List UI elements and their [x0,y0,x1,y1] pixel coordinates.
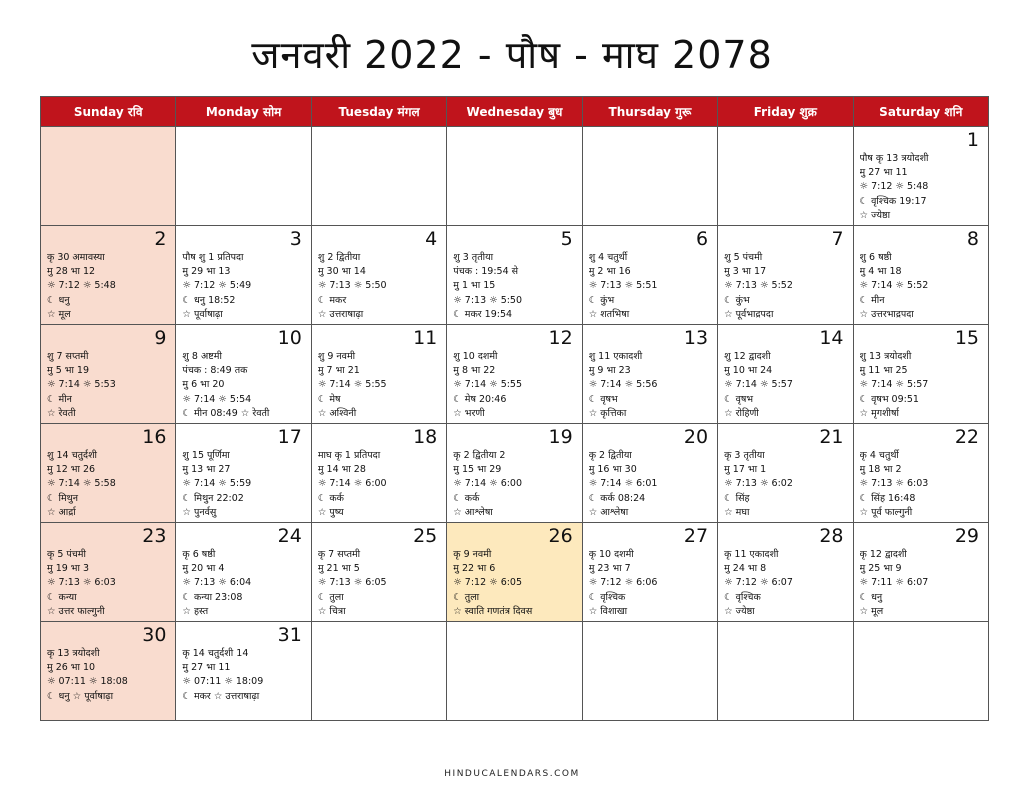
panchang-line: ☆ पूर्वभाद्रपदा [724,308,774,320]
panchang-line: मु 28 भा 12 [47,266,96,278]
panchang-line: कृ 3 तृतीया [724,450,765,461]
panchang-line: शु 9 नवमी [317,351,356,362]
panchang-line: मु 19 भा 3 [47,563,90,575]
site-footer: HINDUCALENDARS.COM [444,769,580,779]
panchang-line: कृ 7 सप्तमी [317,549,361,560]
day-number: 9 [154,327,167,349]
panchang-line: मु 21 भा 5 [317,563,360,575]
day-number: 31 [277,624,302,646]
panchang-line: ☆ अश्विनी [317,407,357,419]
panchang-line: शु 3 तृतीया [453,252,494,263]
panchang-details [47,350,173,421]
panchang-line: ☆ स्वाति गणतंत्र दिवस [453,605,533,617]
calendar-week-row [41,127,989,226]
day-number: 3 [289,228,302,250]
panchang-line: पौष शु 1 प्रतिपदा [182,252,244,263]
empty-day-cell [853,622,988,721]
panchang-line: मु 2 भा 16 [588,266,631,278]
weekday-header-tuesday: Tuesday मंगल [311,97,446,127]
panchang-details [860,449,986,520]
panchang-line: ☼ 7:12 ☼ 6:06 [588,577,658,589]
panchang-line: मु 3 भा 17 [724,266,767,278]
panchang-line: ☼ 7:12 ☼ 5:49 [182,280,252,292]
panchang-line: ☼ 7:13 ☼ 5:51 [588,280,658,292]
day-number: 28 [819,525,844,547]
panchang-line: मु 1 भा 15 [453,280,496,292]
day-cell [176,226,311,325]
day-cell [311,424,446,523]
panchang-line: मु 9 भा 23 [588,365,631,377]
day-cell [447,226,582,325]
panchang-line: कृ 12 द्वादशी [859,549,907,560]
day-number: 27 [683,525,709,547]
panchang-line: ☼ 7:14 ☼ 5:53 [47,379,116,391]
panchang-line: ☆ मघा [724,506,750,518]
weekday-header-monday: Monday सोम [176,97,311,127]
day-cell [718,424,853,523]
panchang-line: ☆ आश्लेषा [453,506,493,518]
day-number: 24 [277,525,302,547]
day-number: 14 [819,327,844,349]
weekday-header-saturday: Saturday शनि [853,97,988,127]
panchang-line: शु 5 पंचमी [724,252,763,263]
panchang-line: ☆ रोहिणी [724,407,759,419]
panchang-line: ☼ 7:14 ☼ 5:57 [724,379,793,391]
panchang-line: ☆ ज्येष्ठा [859,209,891,221]
panchang-details [724,350,850,421]
panchang-line: मु 30 भा 14 [317,266,366,278]
panchang-line: ☆ भरणी [453,407,485,419]
panchang-line: ☾ वृषभ [588,393,618,405]
day-number: 5 [560,228,573,250]
day-cell [311,226,446,325]
panchang-line: ☾ कर्क 08:24 [588,492,646,504]
day-cell [582,325,717,424]
panchang-line: ☼ 7:12 ☼ 6:05 [453,577,523,589]
panchang-line: शु 13 त्रयोदशी [859,351,912,362]
panchang-line: शु 8 अष्टमी [182,351,222,362]
panchang-line: ☾ वृषभ 09:51 [859,393,919,405]
panchang-line: ☼ 7:14 ☼ 6:01 [588,478,658,490]
panchang-line: ☾ मीन [47,393,72,405]
panchang-line: ☆ पुनर्वसु [182,506,217,518]
panchang-line: कृ 5 पंचमी [47,549,86,560]
panchang-line: ☾ धनु [859,591,883,603]
panchang-line: कृ 2 द्वितीया 2 [453,450,506,461]
weekday-header-sunday: Sunday रवि [41,97,176,127]
panchang-line: ☾ कुंभ [588,294,615,306]
day-cell [41,424,176,523]
panchang-line: कृ 13 त्रयोदशी [47,648,100,659]
panchang-line: ☼ 07:11 ☼ 18:08 [47,676,128,688]
panchang-details [182,251,308,322]
panchang-line: मु 27 भा 11 [182,662,231,674]
panchang-line: मु 17 भा 1 [724,464,767,476]
panchang-line: शु 6 षष्ठी [859,252,892,263]
panchang-line: ☆ उत्तरभाद्रपदा [859,308,914,320]
day-number: 18 [413,426,438,448]
panchang-line: मु 11 भा 25 [859,365,908,377]
panchang-line: ☼ 7:12 ☼ 6:07 [724,577,793,589]
empty-day-cell [447,127,582,226]
panchang-line: मु 8 भा 22 [453,365,496,377]
panchang-line: मु 25 भा 9 [859,563,902,575]
day-number: 2 [154,228,167,250]
panchang-line: शु 12 द्वादशी [724,351,771,362]
day-number: 16 [142,426,167,448]
panchang-details [860,350,986,421]
day-number: 30 [142,624,167,646]
empty-day-cell [176,127,311,226]
panchang-line: ☆ आर्द्रा [47,506,76,518]
calendar-week-row [41,424,989,523]
day-number: 21 [819,426,844,448]
day-cell [853,325,988,424]
panchang-line: ☆ विशाखा [588,605,628,617]
day-number: 23 [142,525,167,547]
panchang-line: माघ कृ 1 प्रतिपदा [317,450,381,461]
weekday-header-thursday: Thursday गुरू [582,97,717,127]
panchang-line: ☼ 7:14 ☼ 5:59 [182,478,252,490]
page-title: जनवरी 2022 - पौष - माघ 2078 [251,33,773,77]
panchang-line: ☾ कुंभ [724,294,750,306]
panchang-line: ☾ धनु ☆ पूर्वाषाढ़ा [47,690,114,702]
panchang-details [589,548,715,619]
panchang-line: ☼ 07:11 ☼ 18:09 [182,676,264,688]
panchang-line: ☼ 7:13 ☼ 6:04 [182,577,252,589]
day-cell [447,424,582,523]
day-cell [176,424,311,523]
panchang-line: कृ 30 अमावस्या [47,252,105,263]
panchang-line: ☆ चित्रा [317,605,346,617]
panchang-line: शु 7 सप्तमी [47,351,89,362]
panchang-line: ☼ 7:14 ☼ 5:54 [182,393,252,405]
panchang-line: ☾ कर्क [317,492,344,504]
panchang-details [589,251,715,322]
panchang-details [860,251,986,322]
panchang-line: ☾ मीन 08:49 ☆ रेवती [182,407,270,419]
day-cell [853,424,988,523]
panchang-details [47,449,173,520]
panchang-line: पंचक : 8:49 तक [182,365,248,377]
panchang-line: ☼ 7:11 ☼ 6:07 [859,577,929,589]
day-number: 11 [413,327,438,349]
panchang-line: ☆ पूर्वाषाढ़ा [182,308,223,320]
day-number: 4 [425,228,438,250]
day-cell [582,226,717,325]
panchang-line: ☆ शतभिषा [588,308,630,320]
day-cell [447,523,582,622]
panchang-details [589,350,715,421]
day-number: 7 [831,228,844,250]
panchang-line: ☾ मकर ☆ उत्तराषाढ़ा [182,690,260,702]
panchang-details [453,548,579,619]
day-number: 12 [548,327,573,349]
panchang-line: ☼ 7:13 ☼ 5:50 [453,294,523,306]
day-cell [718,226,853,325]
panchang-line: शु 10 दशमी [453,351,498,362]
panchang-line: कृ 11 एकादशी [724,549,779,560]
weekday-header-row [41,97,989,127]
day-cell [176,622,311,721]
panchang-line: ☆ हस्त [182,605,209,617]
empty-day-cell [582,127,717,226]
panchang-line: ☾ तुला [453,591,480,603]
panchang-line: मु 10 भा 24 [724,365,773,377]
panchang-line: ☾ मेष 20:46 [453,393,507,405]
panchang-line: मु 12 भा 26 [47,464,96,476]
panchang-details [724,449,850,520]
panchang-line: ☾ वृश्चिक 19:17 [859,195,927,207]
panchang-line: ☆ आश्लेषा [588,506,629,518]
panchang-line: ☾ कन्या 23:08 [182,591,243,603]
panchang-line: मु 6 भा 20 [182,379,225,391]
panchang-details [318,350,444,421]
panchang-line: ☾ मकर 19:54 [453,308,513,320]
panchang-details [318,548,444,619]
panchang-line: मु 24 भा 8 [724,563,767,575]
day-cell [176,523,311,622]
panchang-line: कृ 10 दशमी [588,549,634,560]
panchang-line: शु 14 चतुर्दशी [47,450,98,461]
day-cell [853,523,988,622]
panchang-details [47,548,173,619]
calendar-week-row [41,226,989,325]
panchang-line: ☆ ज्येष्ठा [724,605,755,617]
panchang-details [724,251,850,322]
panchang-line: मु 15 भा 29 [453,464,502,476]
panchang-line: ☾ मिथुन 22:02 [182,492,244,504]
panchang-details [860,548,986,619]
panchang-line: कृ 4 चतुर्थी [859,450,899,461]
panchang-details [453,449,579,520]
panchang-line: ☆ मूल [47,308,71,320]
panchang-line: शु 4 चतुर्थी [588,252,628,263]
panchang-line: ☾ मिथुन [47,492,79,504]
panchang-line: ☆ उत्तराषाढ़ा [317,308,364,320]
panchang-line: मु 26 भा 10 [47,662,96,674]
panchang-details [860,152,986,223]
panchang-details [453,350,579,421]
panchang-line: ☾ मीन [859,294,885,306]
panchang-details [453,251,579,322]
panchang-details [182,548,308,619]
panchang-line: ☼ 7:13 ☼ 5:50 [317,280,387,292]
panchang-line: शु 11 एकादशी [588,351,643,362]
panchang-details [182,350,308,421]
day-number: 26 [548,525,573,547]
day-cell [311,325,446,424]
calendar-week-row [41,523,989,622]
panchang-line: शु 15 पूर्णिमा [182,450,230,461]
panchang-line: कृ 2 द्वितीया [588,450,632,461]
calendar-week-row [41,622,989,721]
panchang-line: ☼ 7:14 ☼ 5:56 [588,379,658,391]
day-number: 6 [696,228,709,250]
empty-day-cell [311,622,446,721]
panchang-line: ☾ कन्या [47,591,77,603]
panchang-line: ☼ 7:14 ☼ 5:55 [453,379,523,391]
day-cell [447,325,582,424]
panchang-line: मु 27 भा 11 [859,167,908,179]
panchang-line: ☆ पुष्य [317,506,344,518]
panchang-line: ☆ कृत्तिका [588,407,627,419]
panchang-line: ☾ सिंह 16:48 [859,492,916,504]
empty-day-cell [41,127,176,226]
panchang-line: ☾ वृश्चिक [588,591,626,603]
panchang-line: मु 5 भा 19 [47,365,90,377]
day-cell [582,523,717,622]
day-cell [311,523,446,622]
panchang-line: ☆ रेवती [47,407,76,419]
panchang-line: ☾ तुला [317,591,344,603]
day-cell [41,622,176,721]
panchang-line: ☾ मकर [317,294,347,306]
day-number: 25 [413,525,438,547]
panchang-line: ☆ उत्तर फाल्गुनी [47,605,105,617]
panchang-line: ☼ 7:14 ☼ 5:58 [47,478,116,490]
day-cell [853,226,988,325]
day-number: 22 [954,426,979,448]
day-number: 10 [277,327,302,349]
panchang-line: ☼ 7:14 ☼ 5:57 [859,379,929,391]
panchang-line: ☾ वृषभ [724,393,754,405]
calendar-week-row [41,325,989,424]
day-cell [176,325,311,424]
empty-day-cell [718,622,853,721]
panchang-line: कृ 9 नवमी [453,549,492,560]
panchang-line: ☼ 7:14 ☼ 5:55 [317,379,387,391]
day-number: 20 [683,426,709,448]
panchang-line: मु 7 भा 21 [317,365,360,377]
day-cell [718,523,853,622]
day-cell [718,325,853,424]
day-cell [41,226,176,325]
panchang-line: मु 16 भा 30 [588,464,637,476]
weekday-header-wednesday: Wednesday बुध [447,97,582,127]
panchang-details [318,449,444,520]
panchang-line: ☼ 7:13 ☼ 6:05 [317,577,387,589]
empty-day-cell [447,622,582,721]
day-number: 1 [966,129,979,151]
day-cell [853,127,988,226]
panchang-line: मु 13 भा 27 [182,464,231,476]
panchang-line: ☼ 7:12 ☼ 5:48 [859,181,929,193]
panchang-line: ☆ मूल [859,605,884,617]
day-cell [582,424,717,523]
day-number: 8 [966,228,979,250]
panchang-line: ☆ पूर्व फाल्गुनी [859,506,913,518]
panchang-line: ☼ 7:13 ☼ 6:02 [724,478,793,490]
panchang-details [724,548,850,619]
panchang-details [589,449,715,520]
panchang-line: शु 2 द्वितीया [317,252,361,263]
empty-day-cell [311,127,446,226]
panchang-line: ☼ 7:14 ☼ 6:00 [453,478,523,490]
empty-day-cell [582,622,717,721]
panchang-line: कृ 6 षष्ठी [182,549,216,560]
panchang-line: ☼ 7:13 ☼ 5:52 [724,280,793,292]
panchang-line: ☼ 7:13 ☼ 6:03 [859,478,929,490]
panchang-line: ☾ कर्क [453,492,480,504]
panchang-details [318,251,444,322]
panchang-details [47,647,173,704]
calendar-grid [40,96,989,721]
panchang-line: मु 23 भा 7 [588,563,631,575]
panchang-line: ☾ धनु [47,294,70,306]
panchang-line: ☼ 7:13 ☼ 6:03 [47,577,116,589]
day-cell [41,523,176,622]
panchang-details [47,251,173,322]
panchang-line: मु 4 भा 18 [859,266,902,278]
weekday-header-friday: Friday शुक्र [718,97,853,127]
panchang-details [182,449,308,520]
panchang-line: ☾ धनु 18:52 [182,294,236,306]
panchang-line: मु 22 भा 6 [453,563,496,575]
panchang-line: ☆ मृगशीर्षा [859,407,899,419]
day-number: 19 [548,426,573,448]
panchang-line: ☾ सिंह [724,492,750,504]
day-number: 17 [277,426,302,448]
panchang-line: मु 29 भा 13 [182,266,231,278]
day-number: 29 [954,525,979,547]
day-number: 15 [954,327,979,349]
panchang-line: ☼ 7:14 ☼ 5:52 [859,280,929,292]
day-cell [41,325,176,424]
panchang-line: मु 14 भा 28 [317,464,366,476]
panchang-line: ☼ 7:12 ☼ 5:48 [47,280,116,292]
panchang-details [182,647,308,704]
day-number: 13 [683,327,709,349]
panchang-line: कृ 14 चतुर्दशी 14 [182,648,249,659]
panchang-line: मु 18 भा 2 [859,464,902,476]
panchang-line: ☾ वृश्चिक [724,591,761,603]
panchang-line: पंचक : 19:54 से [453,266,519,278]
panchang-line: ☼ 7:14 ☼ 6:00 [317,478,387,490]
panchang-line: पौष कृ 13 त्रयोदशी [859,153,929,164]
panchang-line: ☾ मेष [317,393,341,405]
panchang-line: मु 20 भा 4 [182,563,225,575]
empty-day-cell [718,127,853,226]
